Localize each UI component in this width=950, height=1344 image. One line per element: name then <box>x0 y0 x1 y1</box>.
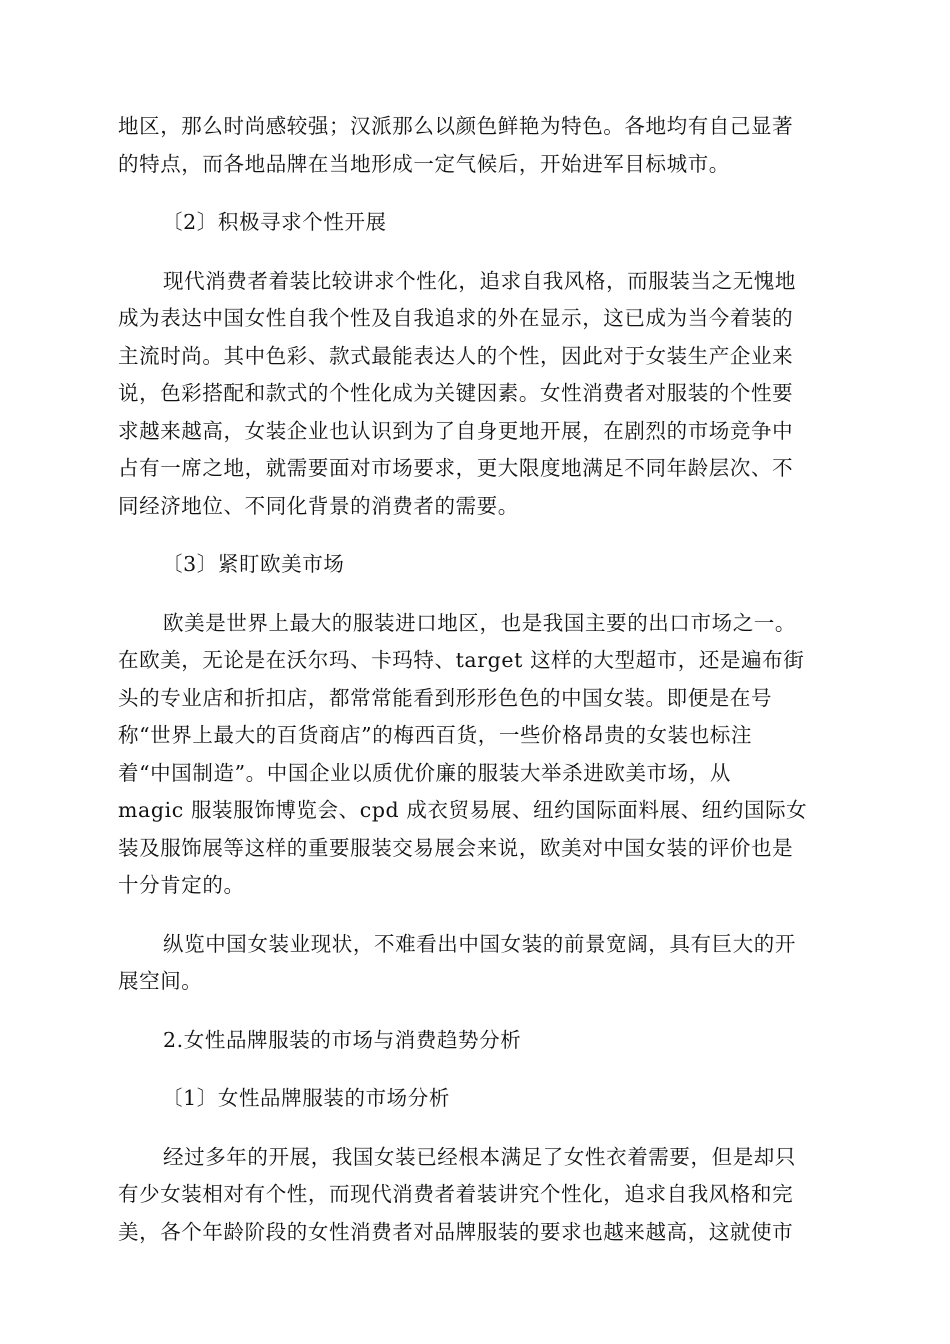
paragraph-continuation <box>118 108 830 183</box>
text-line: 着“中国制造”。中国企业以质优价廉的服装大举杀进欧美市场，从 <box>118 760 731 785</box>
text-line: 装及服饰展等这样的重要服装交易展会来说，欧美对中国女装的评价也是 <box>118 835 794 860</box>
text-line: 纵览中国女装业现状，不难看出中国女装的前景宽阔，具有巨大的开 <box>163 931 796 956</box>
text-line: 在欧美，无论是在沃尔玛、卡玛特、target 这样的大型超市，还是遍布街 <box>118 648 805 672</box>
text-line: 美，各个年龄阶段的女性消费者对品牌服装的要求也越来越高，这就使市 <box>118 1219 794 1244</box>
subheading-text: 〔3〕紧盯欧美市场 <box>162 552 345 576</box>
text-line: 现代消费者着装比较讲求个性化，追求自我风格，而服装当之无愧地 <box>163 268 796 293</box>
text-line: 展空间。 <box>118 969 203 993</box>
text-line: 求越来越高，女装企业也认识到为了自身更地开展，在剧烈的市场竞争中 <box>118 418 794 443</box>
section-heading-text: 2.女性品牌服装的市场与消费趋势分析 <box>163 1027 522 1052</box>
text-line: 说，色彩搭配和款式的个性化成为关键因素。女性消费者对服装的个性要 <box>118 381 794 405</box>
text-line: 十分肯定的。 <box>118 873 245 897</box>
subheading-individuality <box>118 204 830 242</box>
text-line: 占有一席之地，就需要面对市场要求，更大限度地满足不同年龄层次、不 <box>118 456 794 480</box>
subheading-market-analysis <box>118 1080 830 1118</box>
paragraph-market <box>118 1139 830 1252</box>
text-line: 有少女装相对有个性，而现代消费者着装讲究个性化，追求自我风格和完 <box>118 1182 794 1206</box>
text-line: 的特点，而各地品牌在当地形成一定气候后，开始进军目标城市。 <box>118 151 730 176</box>
text-line: 地区，那么时尚感较强；汉派那么以颜色鲜艳为特色。各地均有自己显著 <box>118 114 794 138</box>
subheading-europe-america <box>118 546 830 584</box>
text-line: 同经济地位、不同化背景的消费者的需要。 <box>118 493 519 518</box>
text-line: 欧美是世界上最大的服装进口地区，也是我国主要的出口市场之一。 <box>163 610 796 635</box>
text-line: 头的专业店和折扣店，都常常能看到形形色色的中国女装。即便是在号 <box>118 685 773 710</box>
paragraph-personality <box>118 263 830 526</box>
paragraph-europe <box>118 605 830 905</box>
text-line: 称“世界上最大的百货商店”的梅西百货，一些价格昂贵的女装也标注 <box>118 723 753 747</box>
document-page <box>118 108 830 1251</box>
paragraph-overview <box>118 926 830 1001</box>
text-line: 成为表达中国女性自我个性及自我追求的外在显示，这已成为当今着装的 <box>118 306 794 330</box>
text-line: 经过多年的开展，我国女装已经根本满足了女性衣着需要，但是却只 <box>163 1144 796 1169</box>
text-line: 主流时尚。其中色彩、款式最能表达人的个性，因此对于女装生产企业来 <box>118 343 794 368</box>
section-heading-2 <box>118 1022 830 1060</box>
subheading-text: 〔2〕积极寻求个性开展 <box>162 210 387 234</box>
text-line: magic 服装服饰博览会、cpd 成衣贸易展、纽约国际面料展、纽约国际女 <box>118 798 808 822</box>
subheading-text: 〔1〕女性品牌服装的市场分析 <box>162 1086 450 1110</box>
